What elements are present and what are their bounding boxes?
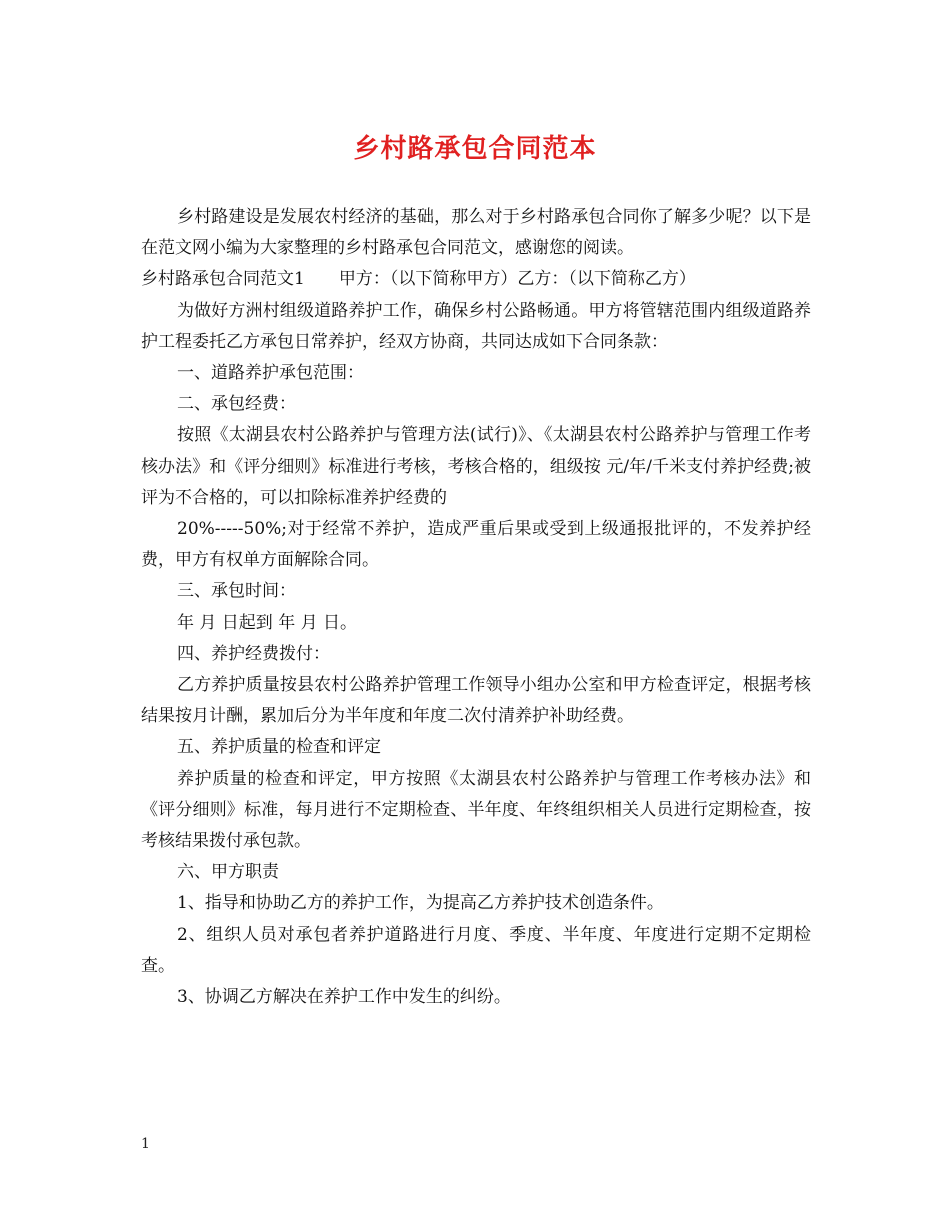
paragraph-duration: 年 月 日起到 年 月 日。 [177,612,358,633]
list-item-duty-1: 1、指导和协助乙方的养护工作，为提高乙方养护技术创造条件。 [177,893,664,914]
paragraph-intro: 乡村路建设是发展农村经济的基础，那么对于乡村路承包合同你了解多少呢？以下是在范文网小编为大家整理的乡村路承包合同范文，感谢您的阅读。 [141,207,811,259]
page-number: 1 [141,1136,150,1152]
paragraph-parties: 乡村路承包合同范文1 甲方：（以下简称甲方）乙方：（以下简称乙方） [141,269,696,290]
section-heading-payment: 四、养护经费拨付： [177,643,330,664]
document-body [141,202,811,1013]
list-item-duty-3: 3、协调乙方解决在养护工作中发生的纠纷。 [177,987,511,1008]
section-heading-scope: 一、道路养护承包范围： [177,363,364,384]
paragraph-inspection: 养护质量的检查和评定，甲方按照《太湖县农村公路养护与管理工作考核办法》和《评分细则》标准，每月进行不定期检查、半年度、年终组织相关人员进行定期检查，按考核结果拨付承包款。 [141,768,811,852]
section-heading-funding: 二、承包经费： [177,394,296,415]
paragraph-payment: 乙方养护质量按县农村公路养护管理工作领导小组办公室和甲方检查评定，根据考核结果按月计酬，累加后分为半年度和年度二次付清养护补助经费。 [141,675,811,727]
section-heading-party-a-duties: 六、甲方职责 [177,862,279,883]
paragraph-purpose: 为做好方洲村组级道路养护工作，确保乡村公路畅通。甲方将管辖范围内组级道路养护工程委托乙方承包日常养护，经双方协商，共同达成如下合同条款： [141,300,811,352]
document-title: 乡村路承包合同范本 [353,134,597,164]
paragraph-funding-deduction: 20%-----50%;对于经常不养护，造成严重后果或受到上级通报批评的，不发养护经费，甲方有权单方面解除合同。 [141,519,811,571]
section-heading-inspection: 五、养护质量的检查和评定 [177,737,381,758]
paragraph-funding-standard: 按照《太湖县农村公路养护与管理方法(试行)》、《太湖县农村公路养护与管理工作考核办法》和《评分细则》标准进行考核，考核合格的，组级按 元/年/千米支付养护经费;被评为不合格的，可以扣除标准养护经费的 [141,425,811,508]
list-item-duty-2: 2、组织人员对承包者养护道路进行月度、季度、半年度、年度进行定期不定期检查。 [141,924,811,976]
section-heading-duration: 三、承包时间： [177,581,296,602]
